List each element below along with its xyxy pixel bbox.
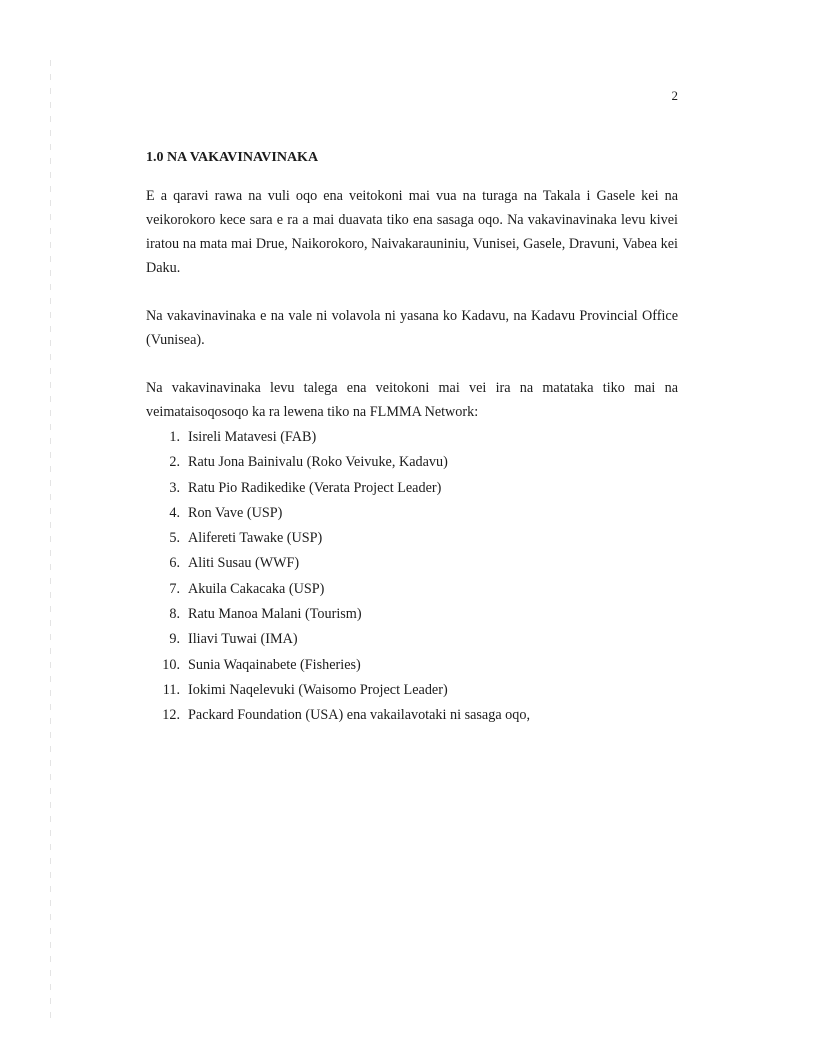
list-item [146,577,678,602]
list-item [146,653,678,678]
list-item-text: Ratu Manoa Malani (Tourism) [188,606,362,623]
list-item-number: 2. [169,454,180,471]
list-item-text: Isireli Matavesi (FAB) [188,429,317,445]
document-body [146,148,678,729]
list-item-text: Aliti Susau (WWF) [188,555,300,572]
list-item-number: 4. [169,504,180,521]
list-item [146,501,678,526]
list-item-number: 10. [162,656,180,673]
list-item-number: 12. [162,707,180,724]
paragraph-acknowledgement-villages: E a qaravi rawa na vuli oqo ena veitokoni mai vua na turaga na Takala i Gasele kei na veikorokoro kece sara e ra a mai duavata tiko ena sasaga oqo. Na vakavinavinaka levu kivei iratou na mata mai Drue, Naikorokoro, Naivakarauniniu, Vunisei, Gasele, Dravuni, Vabea kei Daku. [146,188,678,276]
paragraph-acknowledgement-provincial-office: Na vakavinavinaka e na vale ni volavola ni yasana ko Kadavu, na Kadavu Provincial Office (Vunisea). [146,308,678,348]
list-item-number: 6. [169,555,180,572]
list-item [146,476,678,501]
list-item [146,425,678,450]
list-item-number: 11. [162,681,180,698]
page-number: 2 [671,88,678,103]
list-item [146,703,678,728]
list-item-text: Iliavi Tuwai (IMA) [188,631,298,648]
section-heading: 1.0 NA VAKAVINAVINAKA [146,150,319,165]
list-item-text: Iokimi Naqelevuki (Waisomo Project Leader) [188,681,448,698]
list-item [146,602,678,627]
list-item-number: 5. [169,530,180,547]
list-item-number: 1. [169,429,180,445]
list-item [146,627,678,652]
list-item-text: Ron Vave (USP) [188,504,283,521]
list-item [146,450,678,475]
list-item-text: Ratu Pio Radikedike (Verata Project Leader) [188,479,442,496]
list-item-text: Akuila Cakacaka (USP) [188,580,325,597]
list-item-text: Sunia Waqainabete (Fisheries) [188,656,361,673]
paragraph-acknowledgement-network: Na vakavinavinaka levu talega ena veitokoni mai vei ira na matataka tiko mai na veimataisoqosoqo ka ra lewena tiko na FLMMA Network: [146,380,678,420]
list-item-number: 3. [169,479,180,496]
list-item [146,678,678,703]
list-item [146,551,678,576]
scan-margin-artifact [50,60,51,1020]
list-item-text: Ratu Jona Bainivalu (Roko Veivuke, Kadavu) [188,454,448,471]
list-item-number: 8. [169,606,180,623]
list-item [146,526,678,551]
list-item-number: 7. [169,580,180,597]
list-item-text: Alifereti Tawake (USP) [188,530,323,547]
list-item-text: Packard Foundation (USA) ena vakailavotaki ni sasaga oqo, [188,707,530,724]
acknowledgement-list [146,425,678,729]
list-item-number: 9. [169,631,180,648]
